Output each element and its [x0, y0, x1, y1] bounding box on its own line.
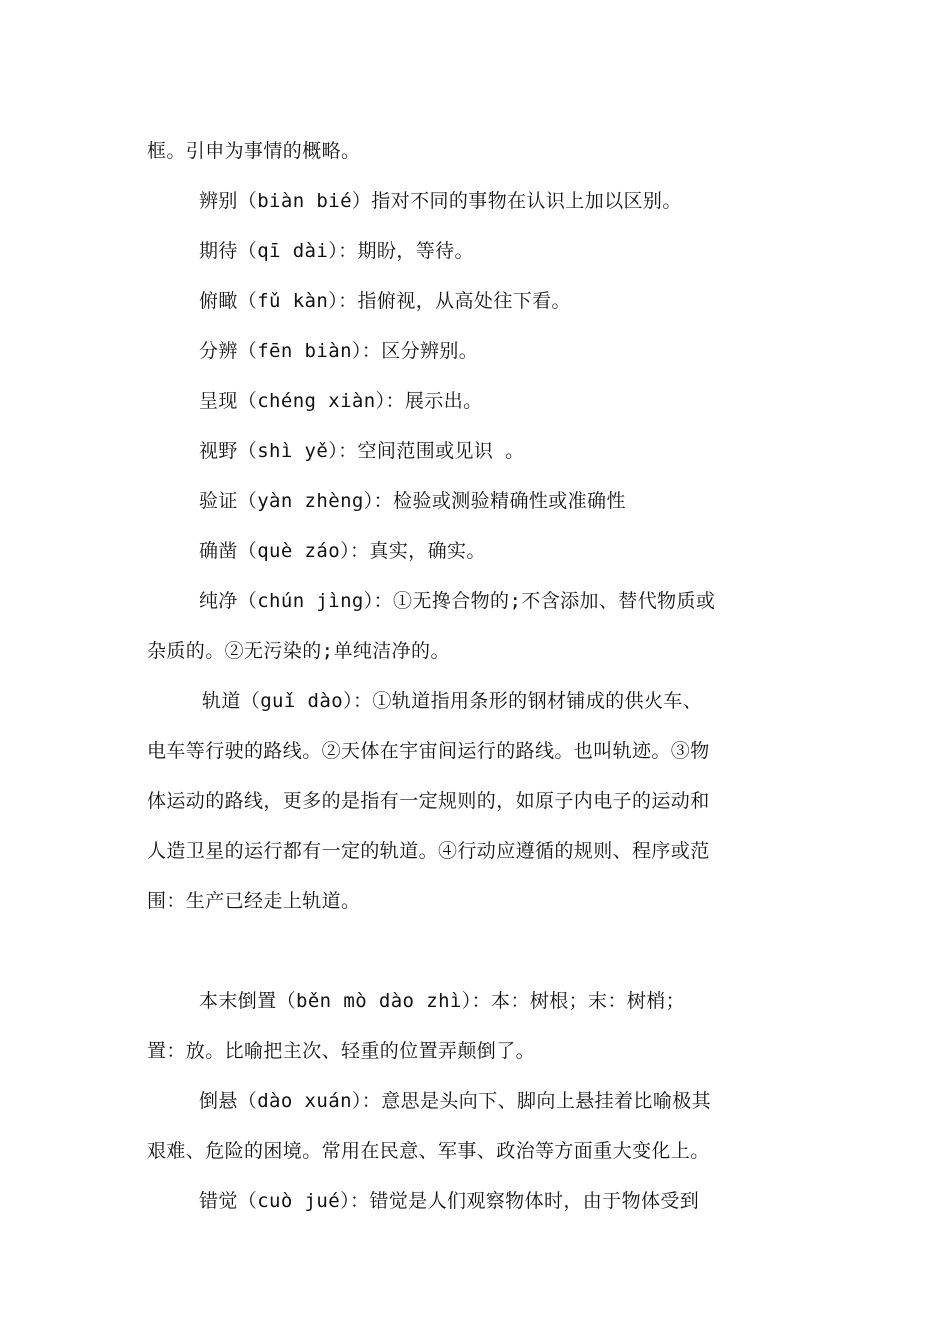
entry-bianbie: 辨别（biàn bié）指对不同的事物在认识上加以区别。	[199, 190, 682, 212]
entry-chunjing: 纯净（chún jìng）：①无搀合物的;不含添加、替代物质或	[199, 590, 716, 612]
text-line: 人造卫星的运行都有一定的轨道。④行动应遵循的规则、程序或范	[147, 840, 710, 862]
entry-yanzheng: 验证（yàn zhèng）：检验或测验精确性或准确性	[199, 490, 626, 512]
text-line: 艰难、危险的困境。常用在民意、军事、政治等方面重大变化上。	[147, 1140, 710, 1162]
text-line: 体运动的路线，更多的是指有一定规则的，如原子内电子的运动和	[147, 790, 710, 812]
text-line: 围：生产已经走上轨道。	[147, 890, 361, 912]
entry-shiye: 视野（shì yě）：空间范围或见识 。	[199, 440, 525, 462]
entry-cuojue: 错觉（cuò jué）：错觉是人们观察物体时，由于物体受到	[199, 1190, 700, 1212]
entry-chengxian: 呈现（chéng xiàn）：展示出。	[199, 390, 483, 412]
text-line: 杂质的。②无污染的;单纯洁净的。	[147, 640, 450, 662]
entry-qidai: 期待（qī dài）：期盼，等待。	[199, 240, 474, 262]
text-line: 框。引申为事情的概略。	[147, 140, 361, 162]
entry-benmodaozhi: 本末倒置（běn mò dào zhì）：本：树根；末：树梢；	[199, 990, 686, 1012]
entry-daoxuan: 倒悬（dào xuán）：意思是头向下、脚向上悬挂着比喻极其	[199, 1090, 712, 1112]
entry-fenbian: 分辨（fēn biàn）：区分辨别。	[199, 340, 479, 362]
document-body	[147, 126, 807, 1226]
entry-fukan: 俯瞰（fǔ kàn）：指俯视，从高处往下看。	[199, 290, 571, 312]
entry-quezao: 确凿（què záo）：真实，确实。	[199, 540, 486, 562]
text-line: 电车等行驶的路线。②天体在宇宙间运行的路线。也叫轨迹。③物	[147, 740, 710, 762]
paragraph-gap	[147, 926, 807, 976]
text-line: 置：放。比喻把主次、轻重的位置弄颠倒了。	[147, 1040, 536, 1062]
entry-guidao: 轨道（guǐ dào）：①轨道指用条形的钢材铺成的供火车、	[202, 690, 703, 712]
